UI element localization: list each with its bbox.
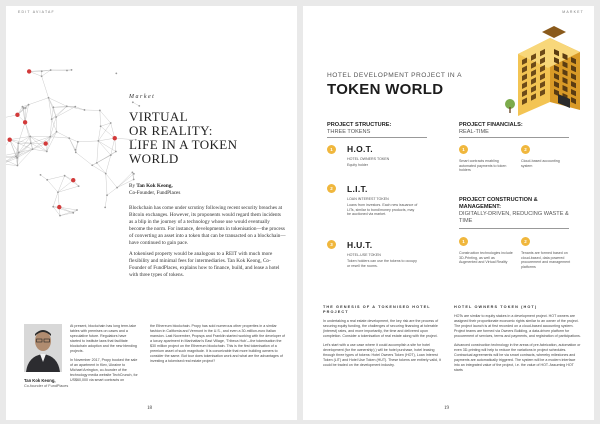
structure-heading: PROJECT STRUCTURE: (327, 122, 392, 128)
token-name: H.U.T. (347, 240, 373, 250)
token-description: Loans from investors. Each new issuance of LITs, similar to bond/money products, may be auctioned via market. (347, 203, 418, 217)
article-kicker: Market (129, 94, 156, 100)
construction-subheading: DIGITALLY-DRIVEN, REDUCING WASTE & TIME (459, 211, 569, 224)
hotel-building-illustration (498, 24, 590, 116)
step-badge: 2 (521, 145, 530, 154)
headline-line: LIFE IN A TOKEN (129, 137, 238, 152)
divider (459, 228, 569, 229)
structure-subheading: THREE TOKENS (327, 129, 371, 135)
headline-line: OR REALITY: (129, 123, 213, 138)
token-label: HOTEL OWNERS TOKEN (347, 157, 390, 161)
divider (459, 137, 569, 138)
page-number: 19 (444, 406, 449, 411)
byline-name: Tan Kok Keong, (136, 183, 173, 189)
step-badge: 2 (521, 237, 530, 246)
infographic-title: TOKEN WORLD (327, 81, 444, 98)
headline-line: VIRTUAL (129, 109, 189, 124)
step-badge: 2 (327, 184, 336, 193)
genesis-section-title: THE GENESIS OF A TOKENISED HOTEL PROJECT (323, 305, 431, 314)
article-intro (129, 205, 286, 283)
body-column-2 (150, 324, 288, 368)
token-name: L.I.T. (347, 184, 368, 194)
hot-section-title: HOTEL OWNERS TOKEN (HOT) (454, 305, 538, 309)
body-column-1 (70, 324, 138, 387)
body-paragraph: In November 2017, Propy booked the sale of an apartment in Kiev, Ukraine to Michael Arrington, co-founder of the technology media website TechCrunch, for US$60,000 via smart contracts on (70, 358, 138, 382)
headline-line: WORLD (129, 151, 179, 166)
article-headline (129, 110, 289, 166)
intro-paragraph: Blockchain has come under scrutiny following recent security breaches at Bitcoin exchanges. However, its proponents would regard them incidents as a blip in the journey of a technology whose use would eventually become the norm. For instance, developments in tokenisation—the process of converting an asset into a token that can be transacted on a blockchain—have continued to gain pace. (129, 205, 286, 246)
financial-item-text: Smart contracts enabling automated payments to token holders (459, 159, 507, 173)
step-badge: 1 (459, 237, 468, 246)
token-label: LOAN INTEREST TOKEN (347, 197, 389, 201)
page-number: 18 (147, 406, 152, 411)
body-paragraph: HOTs are similar to equity stakes in a development project. HOT owners are assigned their proportionate economic rights similar to an owner of the project. The project launch is at first recorded on a cloud-based accounting system. Project teams are formed via Owners Building, a data-driven platform for procurement of services, terms and payments, and registration of participations. (454, 314, 581, 338)
body-paragraph: the Ethereum blockchain. Propy has sold numerous other properties in a similar fashion in California and Vermont in the U.S., and even a 30-million-euro Italian mansion. Last November, Propsys and Franklin started working with the developer of a luxury apartment in Manhattan's East Village, 'Tribeca Hub'—the tokenisation the $30 million project on the Ethereum blockchain. This is the first tokenisation of a premium asset of such magnitude. It is conceivable that more building owners to consider the same. But tour does tokenisation work and what are the advantages of investing a tokenised real estate project? (150, 324, 286, 363)
byline (129, 183, 289, 197)
body-paragraph: In undertaking a real estate development, the key risk are the process of securing equity funding, the challenges of securing financing at tolerable (interest) rates, and more importantly, the time and delivered upon completion. Consider a tokenisation of real estate along with the project. (323, 319, 439, 338)
token-label: HOTEL-USE TOKEN (347, 253, 381, 257)
body-paragraph: Advanced construction technology in the areas of pre-fabrication, automation or even 3D-printing will help to reduce the variations in project schedules. Contractual agreements will be via smart contracts, whereby milestones and payments are automatically triggered. The system will be a modern interface into an integrated value of the project, i.e. the value of HOT. Assuming HOT starts (454, 343, 581, 372)
financial-item-text: Cloud-based accounting system (521, 159, 560, 168)
token-description: Token holders can use the tokens to occupy or resell the rooms. (347, 259, 417, 268)
financials-subheading: REAL-TIME (459, 129, 489, 135)
author-name: Tan Kok Keong, (24, 378, 56, 383)
body-paragraph: At present, blockchain has long term-take tables with premises on cases and a speculative future. Regulators have started to institute laws that facilitate blockchain adoption and the new blending projects. (70, 324, 137, 353)
hot-section-body (454, 314, 582, 377)
step-badge: 1 (327, 145, 336, 154)
construction-heading: PROJECT CONSTRUCTION & MANAGEMENT: (459, 197, 538, 210)
token-name: H.O.T. (347, 144, 373, 154)
byline-prefix: By (129, 183, 137, 189)
step-badge: 3 (327, 240, 336, 249)
step-badge: 1 (459, 145, 468, 154)
body-paragraph: Let's start with a use case where it could accomplish a site for hotel development (for the ownership) ) will be hotel purchase, hotel leasing through three types of tokens: Hotel Owners Token (HOT), Loan Interest Token (LIT) and Hotel Use Token (HUT). These tokens are entirely valid, it could be traded on the development industry. (323, 343, 441, 367)
author-portrait (24, 324, 62, 372)
construction-item-text: Construction technologies include 3D-Printing, as well as Augmented and Virtual Reality (459, 251, 513, 265)
construction-item-text: Tenants are formed based on cloud-based, data powered procurement and management platforms (521, 251, 571, 269)
genesis-body (323, 319, 445, 372)
divider (327, 137, 427, 138)
left-page (6, 6, 297, 420)
byline-role: Co-Founder, FundPlaces (129, 190, 181, 196)
intro-paragraph: A tokenised property would be analogous to a REIT with much more flexibility and minimal fees for intermediaries. Tan Kok Keong, Co-Founder of FundPlaces, explains how to finance, build, and lease a hotel with three types of tokens. (129, 251, 280, 278)
financials-heading: PROJECT FINANCIALS: (459, 122, 523, 128)
right-page (303, 6, 594, 420)
author-role: Co-founder of FundPlaces (24, 384, 69, 388)
running-head: MARKET (562, 10, 584, 14)
running-head: EDIT AVIATAF (18, 10, 55, 14)
token-description: Equity holder (347, 163, 368, 167)
infographic-kicker: HOTEL DEVELOPMENT PROJECT IN A (327, 72, 463, 79)
